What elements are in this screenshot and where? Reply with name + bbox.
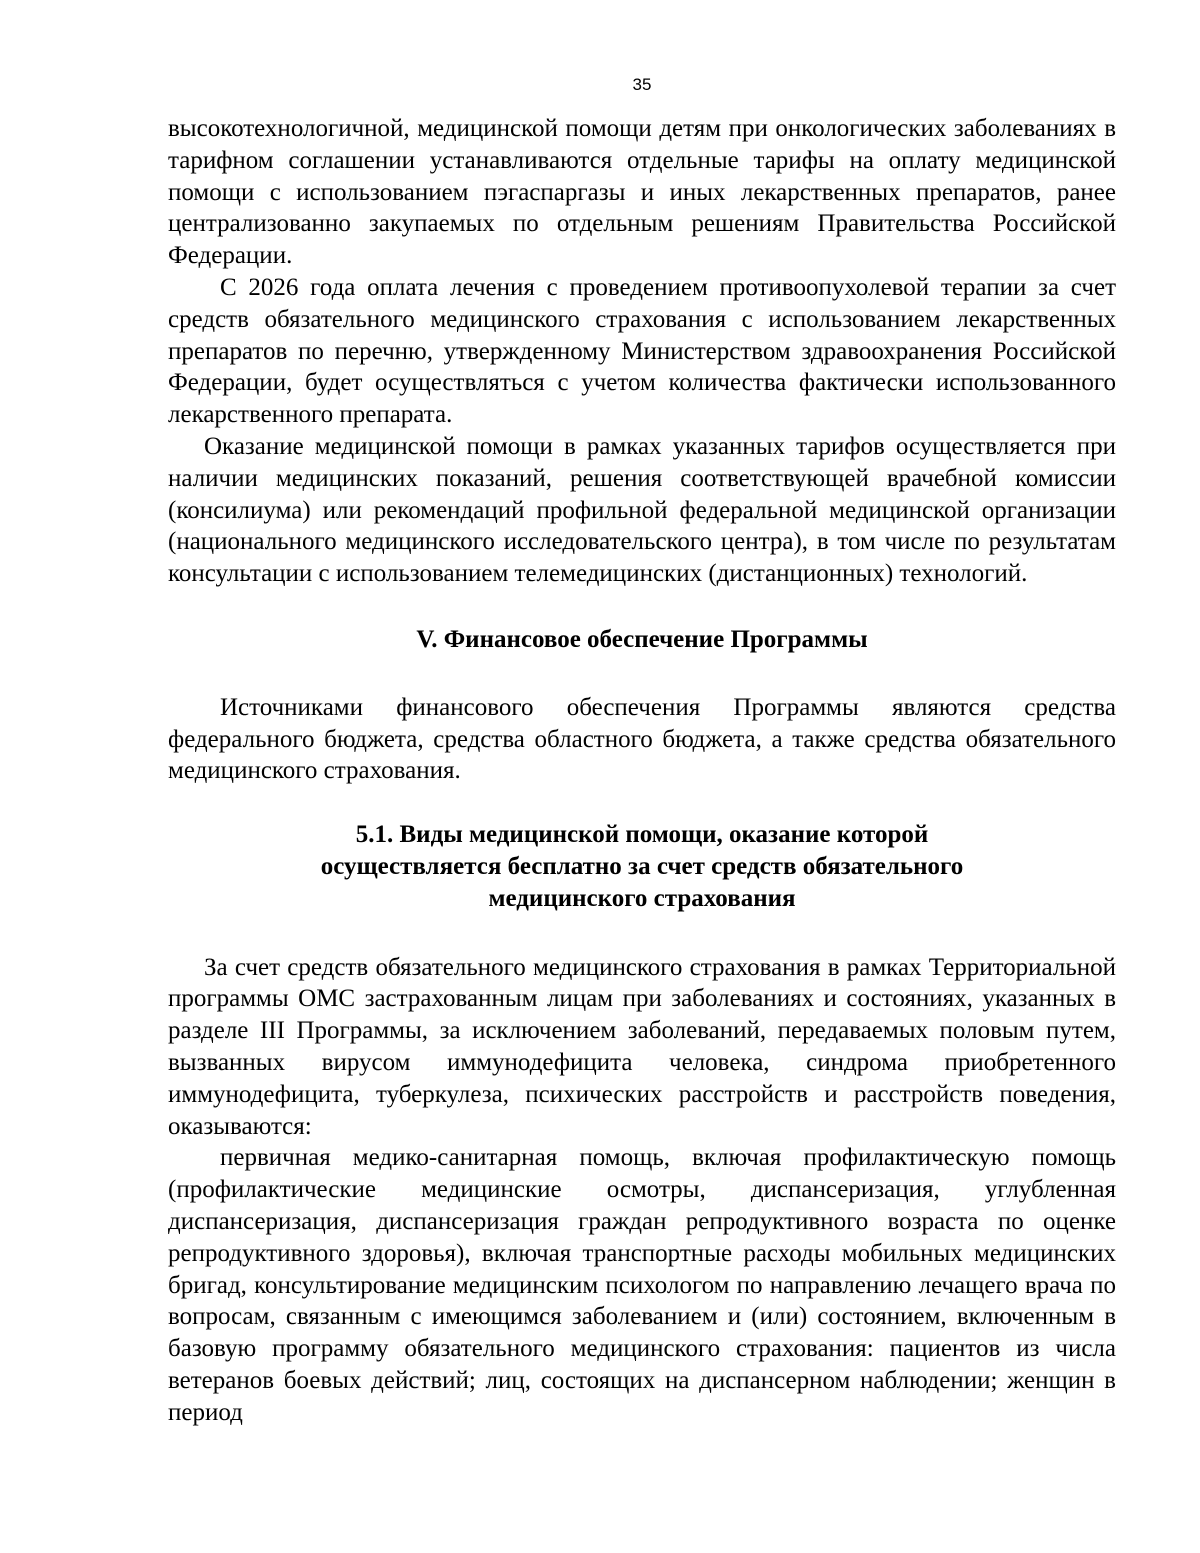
- section-heading: V. Финансовое обеспечение Программы: [416, 625, 868, 653]
- paragraph-primary-care: первичная медико-санитарная помощь, включая профилактическую помощь (профилактические медицинские осмотры, диспансеризация, углубленная диспансеризация, диспансеризация граждан репродуктивного возраста по оценке репродуктивного здоровья), включая транспортные расходы мобильных медицинских бригад, консультирование медицинским психологом по направлению лечащего врача по вопросам, связанным с имеющимся заболеванием и (или) состоянием, включенным в базовую программу обязательного медицинского страхования: пациентов из числа ветеранов боевых действий; лиц, состоящих на диспансерном наблюдении; женщин в период: [168, 1144, 1116, 1426]
- paragraph-antitumor-therapy: С 2026 года оплата лечения с проведением противоопухолевой терапии за счет средств обязательного медицинского страхования с использованием лекарственных препаратов по перечню, утвержденному Министерством здравоохранения Российской Федерации, будет осуществляться с учетом количества фактически использованного лекарственного препарата.: [168, 273, 1116, 429]
- subsection-heading: [168, 819, 1116, 914]
- paragraph-hightech-care: высокотехнологичной, медицинской помощи детям при онкологических заболеваниях в тарифном соглашении устанавливаются отдельные тарифы на оплату медицинской помощи с использованием пэгаспаргазы и иных лекарственных препаратов, ранее централизованно закупаемых по отдельным решениям Правительства Российской Федерации.: [168, 115, 1116, 270]
- document-body: [168, 113, 1116, 1428]
- paragraph-oms-coverage: За счет средств обязательного медицинского страхования в рамках Территориальной программы ОМС застрахованным лицам при заболеваниях и состояниях, указанных в разделе III Программы, за исключением заболеваний, передаваемых половым путем, вызванных вирусом иммунодефицита человека, синдрома приобретенного иммунодефицита, туберкулеза, психических расстройств и расстройств поведения, оказываются:: [168, 953, 1116, 1140]
- subsection-heading-line: 5.1. Виды медицинской помощи, оказание которой: [355, 821, 929, 849]
- subsection-heading-line: медицинского страхования: [488, 884, 796, 912]
- paragraph-care-provision: Оказание медицинской помощи в рамках указанных тарифов осуществляется при наличии медицинских показаний, решения соответствующей врачебной комиссии (консилиума) или рекомендаций профильной федеральной медицинской организации (национального медицинского исследовательского центра), в том числе по результатам консультации с использованием телемедицинских (дистанционных) технологий.: [168, 432, 1116, 588]
- page-number: 35: [632, 75, 652, 94]
- subsection-heading-line: осуществляется бесплатно за счет средств обязательного: [320, 852, 964, 880]
- paragraph-funding-sources: Источниками финансового обеспечения Программы являются средства федерального бюджета, средства областного бюджета, а также средства обязательного медицинского страхования.: [168, 693, 1116, 785]
